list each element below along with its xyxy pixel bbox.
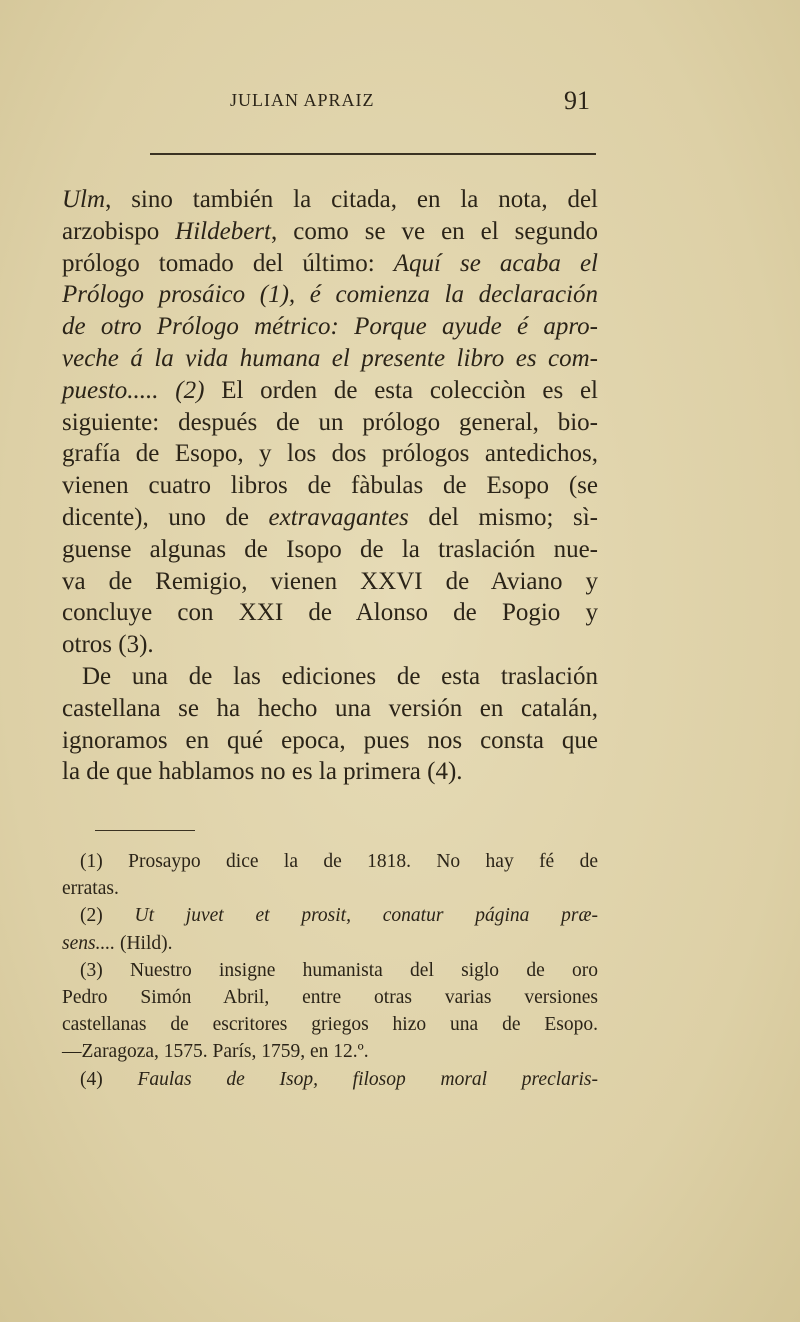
italic-text: de otro Prólogo métrico: Porque ayude é apro- xyxy=(62,313,598,341)
footnote-line xyxy=(62,848,598,875)
text-segment: siguiente: después de un prólogo general, bio- xyxy=(62,408,598,436)
footnote-line xyxy=(62,957,598,984)
header-rule xyxy=(150,153,596,155)
running-title: JULIAN APRAIZ xyxy=(230,90,375,110)
text-segment: castellanas de escritores griegos hizo una de Esopo. xyxy=(62,1014,598,1036)
body-line xyxy=(62,661,598,693)
body-line xyxy=(62,629,598,661)
italic-text: extravagantes xyxy=(268,503,409,531)
footnote-line xyxy=(62,902,598,929)
text-segment: ignoramos en qué epoca, pues nos consta que xyxy=(62,726,598,754)
text-segment: castellana se ha hecho una versión en catalán, xyxy=(62,694,598,722)
text-segment: Pedro Simón Abril, entre otras varias versiones xyxy=(62,986,598,1008)
body-line xyxy=(62,597,598,629)
body-line xyxy=(62,566,598,598)
footnote-rule xyxy=(95,830,195,831)
body-line xyxy=(62,725,598,757)
italic-text: puesto..... (2) xyxy=(62,376,205,404)
body-line xyxy=(62,470,598,502)
text-segment: dicente), uno de xyxy=(62,503,269,531)
italic-text: Ulm xyxy=(62,186,106,213)
text-segment: , sino también la citada, en la nota, del xyxy=(105,186,598,213)
text-segment: va de Remigio, vienen XXVI de Aviano y xyxy=(62,567,598,595)
text-segment: otros (3). xyxy=(62,631,154,659)
text-segment: (Hild). xyxy=(115,932,173,954)
text-segment: grafía de Esopo, y los dos prólogos antedichos, xyxy=(62,440,598,468)
body-line xyxy=(62,311,598,343)
text-segment: la de que hablamos no es la primera (4). xyxy=(62,758,463,786)
body-line xyxy=(62,248,598,280)
footnote-line xyxy=(62,984,598,1011)
text-segment: concluye con XXI de Alonso de Pogio y xyxy=(62,599,598,627)
body-line xyxy=(62,407,598,439)
body-line xyxy=(62,502,598,534)
body-line xyxy=(62,184,598,216)
italic-text: Aquí se acaba el xyxy=(393,249,599,277)
footnote-line xyxy=(62,930,598,957)
footnote-line xyxy=(62,1011,598,1038)
text-segment: vienen cuatro libros de fàbulas de Esopo (se xyxy=(62,472,598,500)
italic-text: sens.... xyxy=(62,932,116,954)
footnote-line xyxy=(62,1066,598,1093)
text-segment: El orden de esta colecciòn es el xyxy=(204,376,599,404)
italic-text: Prólogo prosáico (1), é comienza la declaración xyxy=(62,281,598,309)
text-segment: del mismo; sì- xyxy=(408,503,598,531)
text-segment: (1) Prosaypo dice la de 1818. No hay fé de xyxy=(80,851,598,872)
text-segment: (2) xyxy=(80,905,135,927)
running-header xyxy=(150,88,598,118)
text-segment: (4) xyxy=(80,1068,138,1090)
text-segment: , como se ve en el segundo xyxy=(271,217,598,245)
text-segment: (3) Nuestro insigne humanista del siglo de oro xyxy=(80,959,598,981)
text-segment: —Zaragoza, 1575. París, 1759, en 12.º. xyxy=(62,1041,369,1063)
italic-text: Hildebert xyxy=(175,217,271,245)
text-segment: erratas. xyxy=(62,878,119,900)
body-line xyxy=(62,534,598,566)
italic-text: Ut juvet et prosit, conatur página præ- xyxy=(134,905,598,927)
italic-text: veche á la vida humana el presente libro es com- xyxy=(62,344,598,372)
body-line xyxy=(62,756,598,788)
body-line xyxy=(62,375,598,407)
text-segment: guense algunas de Isopo de la traslación nue- xyxy=(62,535,598,563)
body-line xyxy=(62,693,598,725)
body-line xyxy=(62,216,598,248)
footnotes xyxy=(62,848,598,1093)
text-segment: arzobispo xyxy=(62,217,176,245)
text-segment: prólogo tomado del último: xyxy=(62,249,394,277)
footnote-line xyxy=(62,1038,598,1065)
footnote-line xyxy=(62,875,598,902)
page-number: 91 xyxy=(564,86,590,115)
body-line xyxy=(62,438,598,470)
text-segment: De una de las ediciones de esta traslación xyxy=(82,662,598,690)
body-text xyxy=(62,184,598,788)
italic-text: Faulas de Isop, filosop moral preclaris- xyxy=(137,1068,598,1090)
body-line xyxy=(62,343,598,375)
body-line xyxy=(62,279,598,311)
